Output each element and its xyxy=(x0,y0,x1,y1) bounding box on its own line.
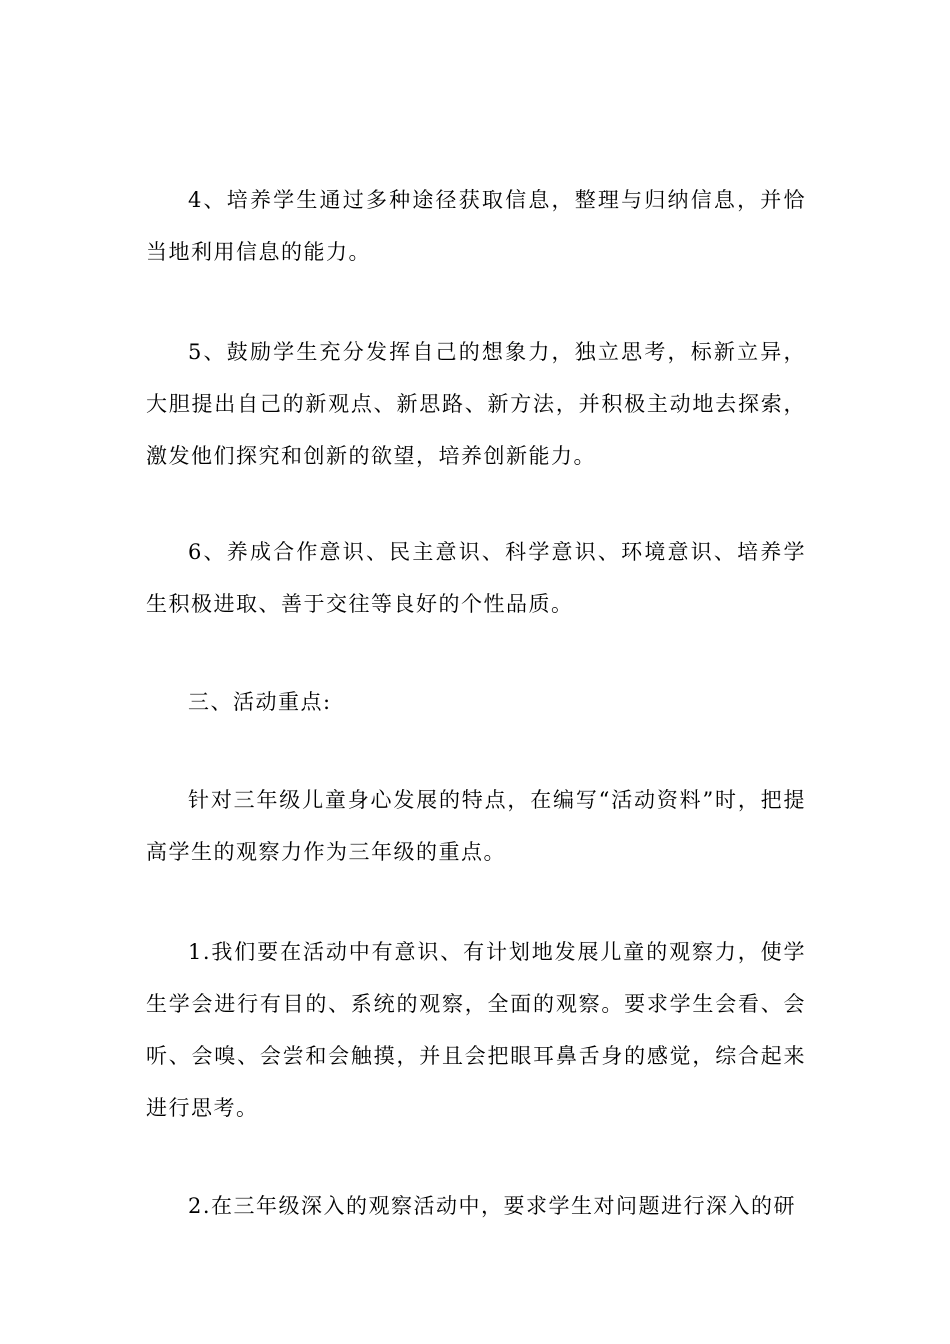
paragraph-focus-item-2: 2.在三年级深入的观察活动中，要求学生对问题进行深入的研 xyxy=(188,1194,797,1218)
section-heading-activity-focus: 三、活动重点: xyxy=(188,690,332,714)
paragraph-item-5: 5、鼓励学生充分发挥自己的想象力，独立思考，标新立异，大胆提出自己的新观点、新思路、新方法，并积极主动地去探索，激发他们探究和创新的欲望，培养创新能力。 xyxy=(146,340,806,468)
paragraph-focus-item-1: 1.我们要在活动中有意识、有计划地发展儿童的观察力，使学生学会进行有目的、系统的观察，全面的观察。要求学生会看、会听、会嗅、会尝和会触摸，并且会把眼耳鼻舌身的感觉，综合起来进行思考。 xyxy=(146,940,806,1120)
paragraph-item-6: 6、养成合作意识、民主意识、科学意识、环境意识、培养学生积极进取、善于交往等良好的个性品质。 xyxy=(146,540,806,616)
paragraph-focus-intro: 针对三年级儿童身心发展的特点，在编写“活动资料”时，把提高学生的观察力作为三年级的重点。 xyxy=(146,788,806,864)
paragraph-item-4: 4、培养学生通过多种途径获取信息，整理与归纳信息，并恰当地利用信息的能力。 xyxy=(146,188,806,264)
